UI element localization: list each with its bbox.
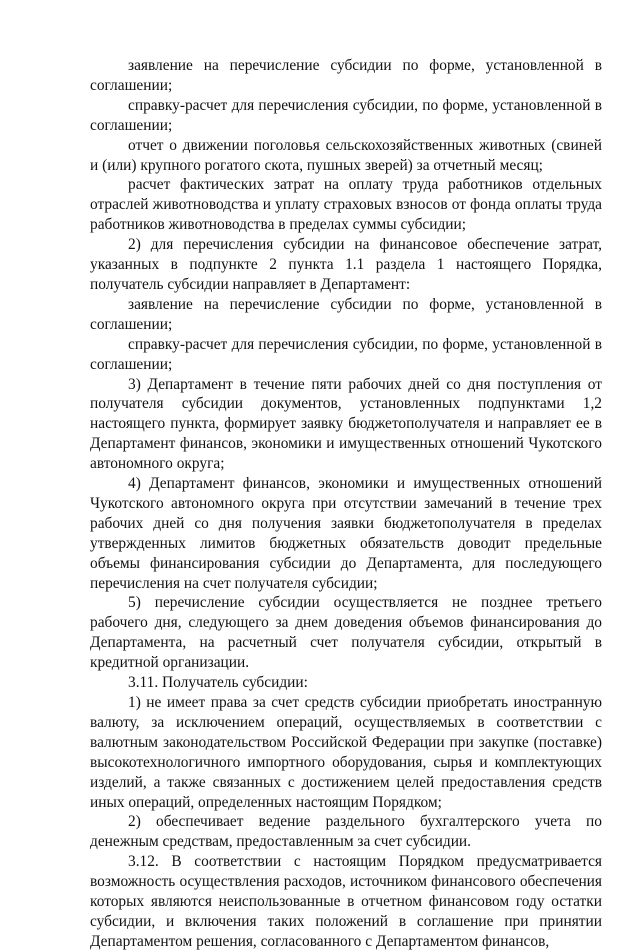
paragraph-item-3: 3) Департамент в течение пяти рабочих дней со дня поступления от получателя субсидии документов, установленных подпунктами 1,2 настоящего пункта, формирует заявку бюджетополучателя и направляет ее в Департамент финансов, экономики и имущественных отношений Чукотского автономного округа; <box>90 375 602 473</box>
paragraph-section-3-12: 3.12. В соответствии с настоящим Порядком предусматривается возможность осуществления расходов, источником финансового обеспечения которых являются неиспользованные в отчетном финансовом году остатки субсидии, и включения таких положений в соглашение при принятии Департаментом решения, согласованного с Департаментом финансов, <box>90 853 602 950</box>
paragraph-livestock-report: отчет о движении поголовья сельскохозяйственных животных (свиней и (или) крупного рогатого скота, пушных зверей) за отчетный месяц; <box>90 136 602 174</box>
paragraph-calculation-certificate-2: справку-расчет для перечисления субсидии, по форме, установленной в соглашении; <box>90 335 602 373</box>
document-page <box>90 56 602 952</box>
paragraph-section-3-11: 3.11. Получатель субсидии: <box>128 674 308 692</box>
paragraph-item-2: 2) для перечисления субсидии на финансовое обеспечение затрат, указанных в подпункте 2 пункта 1.1 раздела 1 настоящего Порядка, получатель субсидии направляет в Департамент: <box>90 236 602 293</box>
paragraph-application-form-2: заявление на перечисление субсидии по форме, установленной в соглашении; <box>90 295 602 333</box>
paragraph-item-5: 5) перечисление субсидии осуществляется не позднее третьего рабочего дня, следующего за днем доведения объемов финансирования до Департамента, на расчетный счет получателя субсидии, открытый в кредитной организации. <box>90 594 602 672</box>
paragraph-item-4: 4) Департамент финансов, экономики и имущественных отношений Чукотского автономного округа при отсутствии замечаний в течение трех рабочих дней со дня получения заявки бюджетополучателя в пределах утвержденных лимитов бюджетных обязательств доводит предельные объемы финансирования субсидии до Департамента, для последующего перечисления на счет получателя субсидии; <box>90 475 602 592</box>
paragraph-3-11-item-2: 2) обеспечивает ведение раздельного бухгалтерского учета по денежным средствам, предоставленным за счет субсидии. <box>90 813 602 851</box>
paragraph-labor-cost-calculation: расчет фактических затрат на оплату труда работников отдельных отраслей животноводства и уплату страховых взносов от фонда оплаты труда работников животноводства в пределах суммы субсидии; <box>90 176 602 234</box>
paragraph-calculation-certificate: справку-расчет для перечисления субсидии, по форме, установленной в соглашении; <box>90 96 602 134</box>
paragraph-application-form: заявление на перечисление субсидии по форме, установленной в соглашении; <box>90 57 602 94</box>
paragraph-3-11-item-1: 1) не имеет права за счет средств субсидии приобретать иностранную валюту, за исключением операций, осуществляемых в соответствии с валютным законодательством Российской Федерации при закупке (поставке) высокотехнологичного импортного оборудования, сырья и комплектующих изделий, а также связанных с достижением целей предоставления средств иных операций, определенных настоящим Порядком; <box>90 694 602 811</box>
